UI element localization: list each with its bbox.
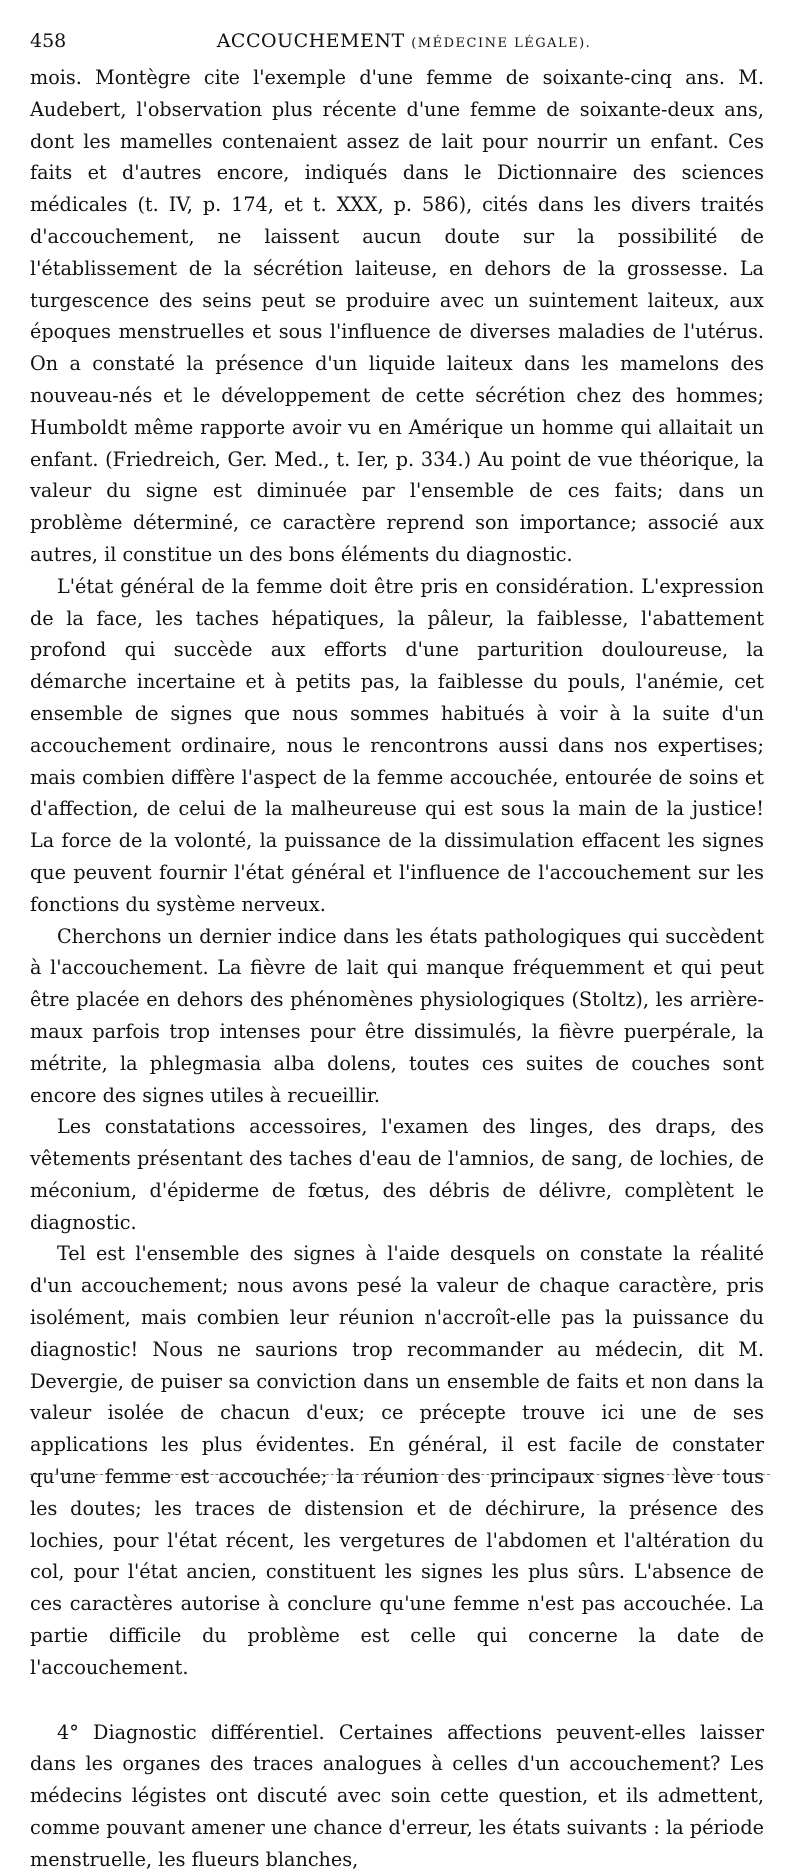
running-head-subtitle: (MÉDECINE LÉGALE).: [411, 36, 592, 51]
running-head: [30, 30, 778, 52]
running-head-title: ACCOUCHEMENT: [216, 30, 405, 52]
footer-rule: [30, 1474, 770, 1475]
paragraph-etat-general: L'état général de la femme doit être pris en considération. L'expression de la face, les taches hépatiques, la pâleur, la faiblesse, l'abattement profond qui succède aux efforts d'une parturition douloureuse, la démarche incertaine et à petits pas, la faiblesse du pouls, l'anémie, cet ensemble de signes que nous sommes habitués à voir à la suite d'un accouchement ordinaire, nous le rencontrons aussi dans nos expertises; mais combien diffère l'aspect de la femme accouchée, entourée de soins et d'affection, de celui de la malheureuse qui est sous la main de la justice! La force de la volonté, la puissance de la dissimulation effacent les signes que peuvent fournir l'état général et l'influence de l'accouchement sur les fonctions du système nerveux.: [30, 574, 764, 916]
page-header: [30, 30, 778, 56]
paragraph-etats-pathologiques: Cherchons un dernier indice dans les états pathologiques qui succèdent à l'accouchement. La fièvre de lait qui manque fréquemment et qui peut être placée en dehors des phénomènes physiologiques (Stoltz), les arrière-maux parfois trop intenses pour être dissimulés, la fièvre puerpérale, la métrite, la phlegmasia alba dolens, toutes ces suites de couches sont encore des signes utiles à recueillir.: [30, 924, 764, 1107]
body-text: [30, 62, 764, 1876]
paragraph-constatations-accessoires: Les constatations accessoires, l'examen des linges, des draps, des vêtements présentant des taches d'eau de l'amnios, de sang, de lochies, de méconium, d'épiderme de fœtus, des débris de délivre, complètent le diagnostic.: [30, 1115, 764, 1234]
paragraph-diagnostic-differentiel: 4° Diagnostic différentiel. Certaines affections peuvent-elles laisser dans les organes des traces analogues à celles d'un accouchement? Les médecins légistes ont discuté avec soin cette question, et ils admettent, comme pouvant amener une chance d'erreur, les états suivants : la période menstruelle, les flueurs blanches,: [30, 1720, 764, 1871]
page-number: 458: [30, 30, 67, 52]
paragraph-ensemble-des-signes: Tel est l'ensemble des signes à l'aide desquels on constate la réalité d'un accouchement; nous avons pesé la valeur de chaque caractère, pris isolément, mais combien leur réunion n'accroît-elle pas la puissance du diagnostic! Nous ne saurions trop recommander au médecin, dit M. Devergie, de puiser sa conviction dans un ensemble de faits et non dans la valeur isolée de chacun d'eux; ce précepte trouve ici une de ses applications les plus évidentes. En général, il est facile de constater qu'une femme est accouchée; la réunion des principaux signes lève tous les doutes; les traces de distension et de déchirure, la présence des lochies, pour l'état récent, les vergetures de l'abdomen et l'altération du col, pour l'état ancien, constituent les signes les plus sûrs. L'absence de ces caractères autorise à conclure qu'une femme n'est pas accouchée. La partie difficile du problème est celle qui concerne la date de l'accouchement.: [30, 1242, 764, 1679]
paragraph-lactation: mois. Montègre cite l'exemple d'une femme de soixante-cinq ans. M. Audebert, l'observation plus récente d'une femme de soixante-deux ans, dont les mamelles contenaient assez de lait pour nourrir un enfant. Ces faits et d'autres encore, indiqués dans le Dictionnaire des sciences médicales (t. IV, p. 174, et t. XXX, p. 586), cités dans les divers traités d'accouchement, ne laissent aucun doute sur la possibilité de l'établissement de la sécrétion laiteuse, en dehors de la grossesse. La turgescence des seins peut se produire avec un suintement laiteux, aux époques menstruelles et sous l'influence de diverses maladies de l'utérus. On a constaté la présence d'un liquide laiteux dans les mamelons des nouveau-nés et le développement de cette sécrétion chez des hommes; Humboldt même rapporte avoir vu en Amérique un homme qui allaitait un enfant. (Friedreich, Ger. Med., t. Ier, p. 334.) Au point de vue théorique, la valeur du signe est diminuée par l'ensemble de ces faits; dans un problème déterminé, ce caractère reprend son importance; associé aux autres, il constitue un des bons éléments du diagnostic.: [30, 66, 764, 566]
